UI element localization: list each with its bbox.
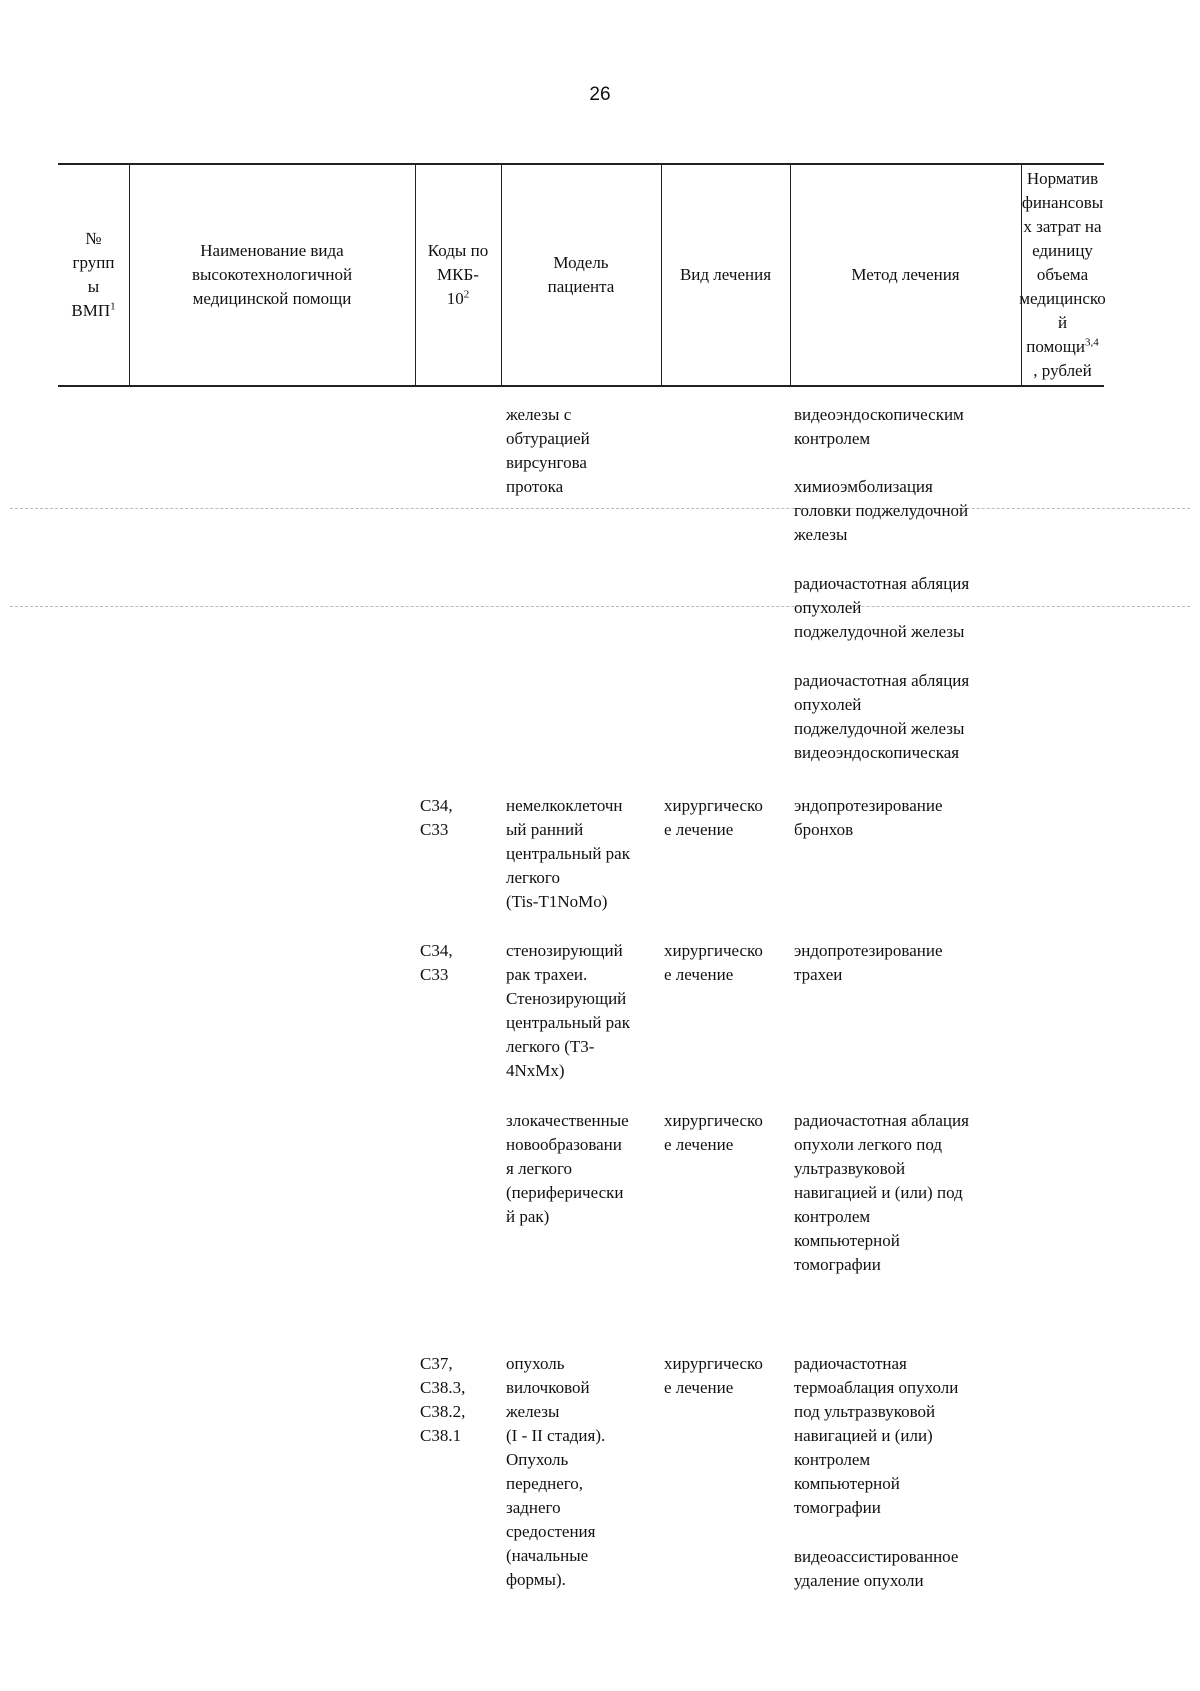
cell-line: эндопротезирование [794,941,943,960]
cell-line: Опухоль [506,1450,569,1469]
table-cell-model [506,939,630,1083]
cell-line: поджелудочной железы [794,719,965,738]
cell-line: (I - II стадия). [506,1426,606,1445]
table-cell-model [506,1109,629,1229]
cell-line: C38.2, [420,1402,466,1421]
table-cell-type [664,794,763,842]
cell-line: эндопротезирование [794,796,943,815]
cell-line: е лечение [664,1135,734,1154]
cell-line: C34, [420,941,453,960]
cell-line: видеоэндоскопическая [794,743,960,762]
cell-line: железы [794,525,848,544]
cell-line: хирургическо [664,941,763,960]
table-cell-method [794,475,968,547]
cell-line: е лечение [664,965,734,984]
table-cell-method [794,939,943,987]
table-cell-method [794,669,969,765]
cell-line: ультразвуковой [794,1159,906,1178]
cell-line: томографии [794,1498,881,1517]
header-care-type: Наименование вида высокотехнологичной медицинской помощи [191,241,353,308]
table-cell-model [506,794,630,914]
cell-line: навигацией и (или) [794,1426,933,1445]
cell-line: опухоль [506,1354,565,1373]
cell-line: е лечение [664,820,734,839]
cell-line: злокачественные [506,1111,629,1130]
table-header [58,163,1104,387]
cell-line: хирургическо [664,1111,763,1130]
cell-line: под ультразвуковой [794,1402,936,1421]
cell-line: C38.3, [420,1378,466,1397]
cell-line: опухолей [794,598,862,617]
table-cell-codes [420,794,453,842]
cell-line: видеоассистированное [794,1547,959,1566]
cell-line: опухолей [794,695,862,714]
cell-line: томографии [794,1255,881,1274]
table-cell-method [794,1545,958,1593]
cell-line: бронхов [794,820,854,839]
scan-artifact-line [10,606,1190,607]
header-treatment-type: Вид лечения [679,265,772,284]
header-patient-model: Модель пациента [547,253,615,296]
table-cell-method [794,1109,969,1277]
cell-line: й рак) [506,1207,550,1226]
cell-line: легкого [506,868,560,887]
cell-line: стенозирующий [506,941,623,960]
cell-line: радиочастотная абляция [794,574,970,593]
cell-line: C38.1 [420,1426,462,1445]
cell-line: трахеи [794,965,843,984]
cell-line: рак трахеи. [506,965,588,984]
table-cell-method [794,403,964,451]
cell-line: железы [506,1402,560,1421]
table-cell-codes [420,1352,465,1448]
cell-line: C34, [420,796,453,815]
cell-line: радиочастотная [794,1354,907,1373]
cell-line: (периферически [506,1183,624,1202]
cell-line: контролем [794,1450,871,1469]
cell-line: термоаблация опухоли [794,1378,959,1397]
cell-line: железы с [506,405,572,424]
table-cell-type [664,1109,763,1157]
cell-line: головки поджелудочной [794,501,969,520]
table-cell-method [794,794,943,842]
cell-line: ый ранний [506,820,584,839]
cell-line: 4NxMx) [506,1061,565,1080]
cell-line: видеоэндоскопическим [794,405,964,424]
table-cell-type [664,939,763,987]
header-icd-codes: Коды по МКБ- $10^2$ [427,241,489,308]
cell-line: заднего [506,1498,561,1517]
cell-line: (начальные [506,1546,589,1565]
header-treatment-method: Метод лечения [851,265,960,284]
cell-line: хирургическо [664,796,763,815]
cell-line: Стенозирующий [506,989,627,1008]
cell-line: радиочастотная аблация [794,1111,969,1130]
cell-line: навигацией и (или) под [794,1183,963,1202]
cell-line: е лечение [664,1378,734,1397]
cell-line: хирургическо [664,1354,763,1373]
page-number: 26 [589,84,611,105]
table-cell-codes [420,939,453,987]
cell-line: обтурацией [506,429,590,448]
cell-line: я легкого [506,1159,573,1178]
cell-line: протока [506,477,564,496]
cell-line: центральный рак [506,844,630,863]
table-cell-model [506,1352,605,1592]
header-cost-standard: Норматив финансовы х затрат на единицу объема медицинско й помощи$^{3,4}$ , рублей [1019,169,1106,380]
cell-line: вирсунгова [506,453,587,472]
cell-line: C37, [420,1354,453,1373]
cell-line: средостения [506,1522,596,1541]
cell-line: поджелудочной железы [794,622,965,641]
scan-artifact-line [10,508,1190,509]
table-cell-model [506,403,590,499]
cell-line: компьютерной [794,1231,900,1250]
cell-line: новообразовани [506,1135,622,1154]
cell-line: C33 [420,965,449,984]
cell-line: (Tis-T1NoMo) [506,892,608,911]
header-group-number: № групп ы ВМП$^1$ [71,229,116,320]
cell-line: немелкоклеточн [506,796,623,815]
cell-line: удаление опухоли [794,1571,924,1590]
cell-line: контролем [794,1207,871,1226]
cell-line: формы). [506,1570,566,1589]
cell-line: опухоли легкого под [794,1135,943,1154]
cell-line: радиочастотная абляция [794,671,970,690]
cell-line: центральный рак [506,1013,630,1032]
table-cell-method [794,572,969,644]
cell-line: компьютерной [794,1474,900,1493]
cell-line: вилочковой [506,1378,590,1397]
cell-line: контролем [794,429,871,448]
cell-line: C33 [420,820,449,839]
table-cell-type [664,1352,763,1400]
cell-line: химиоэмболизация [794,477,933,496]
cell-line: переднего, [506,1474,584,1493]
table-cell-method [794,1352,958,1520]
cell-line: легкого (T3- [506,1037,595,1056]
